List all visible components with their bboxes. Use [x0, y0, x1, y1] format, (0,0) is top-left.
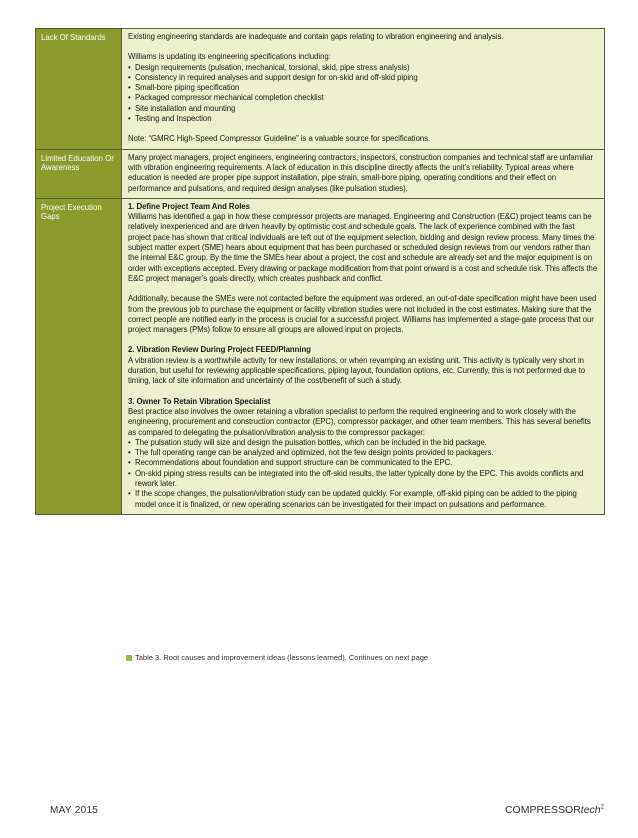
list-item: • Small-bore piping specification: [128, 83, 598, 93]
list-item: • The pulsation study will size and design the pulsation bottles, which can be included in the bid package.: [128, 438, 598, 448]
lessons-learned-table: [35, 28, 605, 515]
list-item: • On-skid piping stress results can be integrated into the off-skid results, the latter typically done by the EPC. This avoids conflicts and rework later.: [128, 469, 598, 490]
brand-tech: tech: [580, 804, 601, 816]
note: Note: “GMRC High-Speed Compressor Guideline” is a valuable source for specifications.: [128, 134, 431, 144]
paragraph: Existing engineering standards are inadequate and contain gaps relating to vibration engineering and analysis.: [128, 32, 504, 41]
row-content: [122, 199, 604, 514]
caption-marker-icon: [126, 655, 132, 661]
row-content: [122, 29, 604, 149]
table-row: [36, 29, 604, 150]
paragraph: Williams is updating its engineering specifications including:: [128, 52, 331, 62]
paragraph: Williams has identified a gap in how these compressor projects are managed. Engineering and Construction (E&C) project teams can be relatively inexperienced and are driven heavily by optimistic cost and schedule goals. The lack of experience combined with the fast project pace has shown that critical individuals are left out of the equipment selection, bidding and design review process. Many times the subject matter expert (SME) hears about equipment that has been purchased or scheduled design reviews from our vendors rather than the internal E&C group. By the time the SMEs hear about a project, the cost and schedule are already set and the major equipment is on order with exceptions accepted. Every drawing or package modification from that point onward is a cost and schedule risk. This affects the E&C project manager’s goals directly, which creates pushback and conflict.: [128, 212, 598, 283]
brand-sup: 2: [600, 804, 604, 811]
row-content: [122, 150, 604, 198]
paragraph: Additionally, because the SMEs were not contacted before the equipment was ordered, an out-of-date specification might have been used from the previous job to purchase the equipment or facility vibration studies were not included in the cost estimates. Making sure that the correct people are notified early in the process is crucial for a successful project. Williams has implemented a stage-gate process that our project managers (PMs) follow to ensure all groups are allowed input on projects.: [128, 294, 597, 335]
brand-main: COMPRESSOR: [504, 804, 581, 816]
caption-text: Table 3. Root causes and improvement ideas (lessons learned). Continues on next page.: [135, 653, 431, 662]
row-category: Limited Education Or Awareness: [36, 150, 122, 198]
list-item: • Packaged compressor mechanical completion checklist: [128, 93, 598, 103]
paragraph: A vibration review is a worthwhile activity for new installations, or when revamping an existing unit. This activity is typically very short in duration, but useful for reviewing applicable specifications, piping layout, foundation options, etc. Currently, this is not performed due to timing, lack of site information and uncertainty of the cost/benefit of such a study.: [128, 355, 585, 386]
paragraph: Best practice also involves the owner retaining a vibration specialist to perform the required engineering and to work closely with the engineering, procurement and construction contractor (EPC), compressor packager, and other team members. This has several benefits as compared to delegating the pulsation/vibration analysis to the compressor packager:: [128, 406, 591, 437]
section-heading: 3. Owner To Retain Vibration Specialist: [128, 396, 271, 406]
paragraph: Many project managers, project engineers, engineering contractors, inspectors, construction companies and technical staff are unfamiliar with vibration engineering requirements. A lack of education in this discipline directly affects the unit’s reliability. Typical areas where education is needed are proper pipe support installation, pipe strain, small-bore piping, operating conditions and their effect on performance and pulsations, and required design analyses (like pulsation studies).: [128, 152, 594, 193]
footer-brand: [505, 804, 604, 816]
list-item: • Design requirements (pulsation, mechanical, torsional, skid, pipe stress analysis): [128, 63, 598, 73]
row-category: Project Execution Gaps: [36, 199, 122, 514]
table-caption: [126, 653, 430, 662]
table-row: [36, 150, 604, 199]
row-category: Lack Of Standards: [36, 29, 122, 149]
bullet-list: [128, 438, 598, 510]
table-row: [36, 199, 604, 514]
bullet-list: [128, 63, 598, 125]
list-item: • The full operating range can be analyzed and optimized, not the few design points provided to packagers.: [128, 448, 598, 458]
section-heading: 2. Vibration Review During Project FEED/Planning: [128, 345, 311, 355]
list-item: • If the scope changes, the pulsation/vibration study can be updated quickly. For example, off-skid piping can be added to the piping model once it is finalized, or new operating scenarios can be investigated for their impact on pulsations and performance.: [128, 489, 598, 510]
list-item: • Recommendations about foundation and support structure can be communicated to the EPC.: [128, 458, 598, 468]
list-item: • Consistency in required analyses and support design for on-skid and off-skid piping: [128, 73, 598, 83]
section-heading: 1. Define Project Team And Roles: [128, 201, 250, 211]
list-item: • Testing and Inspection: [128, 114, 598, 124]
list-item: • Site installation and mounting: [128, 104, 598, 114]
footer-date: MAY 2015: [50, 805, 99, 816]
